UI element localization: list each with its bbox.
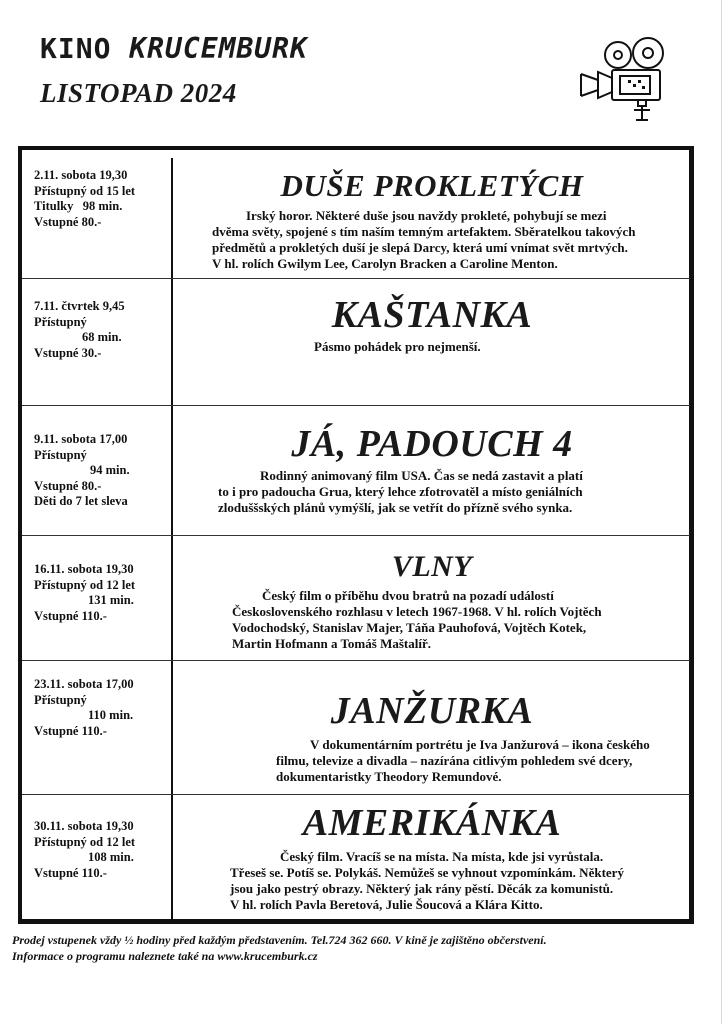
- description-line: V hl. rolích Gwilym Lee, Carolyn Bracken a Caroline Menton.: [212, 256, 558, 271]
- film-title: JÁ, PADOUCH 4: [291, 423, 573, 465]
- program-row-4: [22, 535, 690, 661]
- film-description: [212, 208, 636, 272]
- age-rating: Přístupný od 15 let: [34, 183, 136, 198]
- film-length: 68 min.: [82, 330, 122, 344]
- screening-date: 9.11. sobota 17,00: [34, 432, 128, 446]
- screening-date: 16.11. sobota 19,30: [34, 562, 134, 576]
- program-row-6: [22, 794, 690, 922]
- film-title: AMERIKÁNKA: [302, 802, 562, 844]
- film-length: 131 min.: [88, 593, 134, 607]
- ticket-price: Vstupné 110.-: [34, 723, 107, 738]
- description-line: Rodinný animovaný film USA. Čas se nedá zastavit a platí: [260, 468, 583, 483]
- screening-info: [34, 432, 166, 510]
- film-length: 108 min.: [88, 850, 134, 864]
- program-row-5: [22, 660, 690, 795]
- title-word-krucemburk: KRUCEMBURK: [129, 32, 308, 65]
- footer-website-line: Informace o programu naleznete také na www.krucemburk.cz: [12, 949, 318, 963]
- discount-note: Děti do 7 let sleva: [34, 494, 128, 508]
- ticket-price: Vstupné 80.-: [34, 214, 102, 229]
- description-line: zloduššských plánů vymýšlí, jak se vetřít do přízně svého synka.: [218, 500, 573, 515]
- film-description: [276, 737, 650, 785]
- description-line: Český film. Vracíš se na místa. Na místa, kde jsi vyrůstala.: [280, 849, 604, 864]
- footer-info: [12, 932, 702, 964]
- film-description: [314, 339, 481, 355]
- screening-date: 23.11. sobota 17,00: [34, 677, 134, 691]
- program-table: [18, 146, 694, 924]
- program-row-1: [22, 150, 690, 278]
- description-line: dvěma světy, spojené s tím naším temným artefaktem. Sběratelkou takových: [212, 224, 636, 239]
- title-word-kino: KINO: [40, 32, 112, 65]
- ticket-price: Vstupné 110.-: [34, 865, 107, 880]
- program-row-2: [22, 278, 690, 406]
- film-title: KAŠTANKA: [331, 294, 533, 336]
- age-rating: Přístupný od 12 let: [34, 577, 136, 592]
- screening-date: 7.11. čtvrtek 9,45: [34, 299, 125, 313]
- description-line: jsou jako pestrý obrazy. Některý jak rány pěstí. Děcák za komunistů.: [230, 881, 614, 896]
- screening-info: [34, 168, 166, 230]
- film-length: 98 min.: [82, 199, 123, 213]
- age-rating: Přístupný: [34, 447, 87, 462]
- description-line: Vodochodský, Stanislav Majer, Táňa Pauhofová, Vojtěch Kotek,: [232, 620, 587, 635]
- program-row-3: [22, 405, 690, 536]
- ticket-price: Vstupné 30.-: [34, 345, 102, 360]
- description-line: Český film o příběhu dvou bratrů na pozadí událostí: [262, 588, 554, 603]
- screening-info: [34, 677, 166, 739]
- description-line: Třeseš se. Potíš se. Polykáš. Nemůžeš se vyhnout vzpomínkám. Některý: [230, 865, 624, 880]
- description-line: V hl. rolích Pavla Beretová, Julie Šoucová a Klára Kitto.: [230, 897, 543, 912]
- film-title: VLNY: [391, 550, 473, 583]
- screening-info: [34, 299, 166, 361]
- subtitles-note: Titulky: [34, 199, 74, 213]
- screening-date: 30.11. sobota 19,30: [34, 819, 134, 833]
- description-line: to i pro padoucha Grua, který lehce zfotrovatěl a místo geniálních: [218, 484, 583, 499]
- screening-date: 2.11. sobota 19,30: [34, 168, 128, 182]
- screening-info: [34, 819, 166, 881]
- film-description: [230, 849, 624, 913]
- cinema-title: [40, 32, 308, 65]
- description-line: filmu, televize a divadla – nazírána citlivým pohledem své dcery,: [276, 753, 633, 768]
- footer-tickets-line: Prodej vstupenek vždy ½ hodiny před každým představením. Tel.724 362 660. V kině je zajištěno občerstvení.: [12, 933, 547, 947]
- age-rating: Přístupný od 12 let: [34, 834, 136, 849]
- description-line: Pásmo pohádek pro nejmenší.: [314, 339, 481, 354]
- ticket-price: Vstupné 80.-: [34, 478, 102, 493]
- film-description: [232, 588, 602, 652]
- description-line: V dokumentárním portrétu je Iva Janžurová – ikona českého: [310, 737, 650, 752]
- page-edge: [721, 0, 722, 1024]
- description-line: Martin Hofmann a Tomáš Maštalíř.: [232, 636, 431, 651]
- description-line: Československého rozhlasu v letech 1967-1968. V hl. rolích Vojtěch: [232, 604, 602, 619]
- film-title: JANŽURKA: [330, 690, 534, 732]
- film-length: 94 min.: [90, 463, 130, 477]
- age-rating: Přístupný: [34, 692, 87, 707]
- ticket-price: Vstupné 110.-: [34, 608, 107, 623]
- description-line: předmětů a prokletých duší je slepá Darcy, která umí vnímat svět mrtvých.: [212, 240, 628, 255]
- age-rating: Přístupný: [34, 314, 87, 329]
- film-length: 110 min.: [88, 708, 134, 722]
- film-title: DUŠE PROKLETÝCH: [280, 168, 584, 203]
- month-subtitle: LISTOPAD 2024: [40, 78, 237, 108]
- screening-info: [34, 562, 166, 624]
- subtitles-length: [34, 199, 166, 215]
- film-description: [218, 468, 583, 516]
- description-line: dokumentaristky Theodory Remundové.: [276, 769, 502, 784]
- description-line: Irský horor. Některé duše jsou navždy prokleté, pohybují se mezi: [246, 208, 607, 223]
- film-projector-icon: [576, 36, 676, 122]
